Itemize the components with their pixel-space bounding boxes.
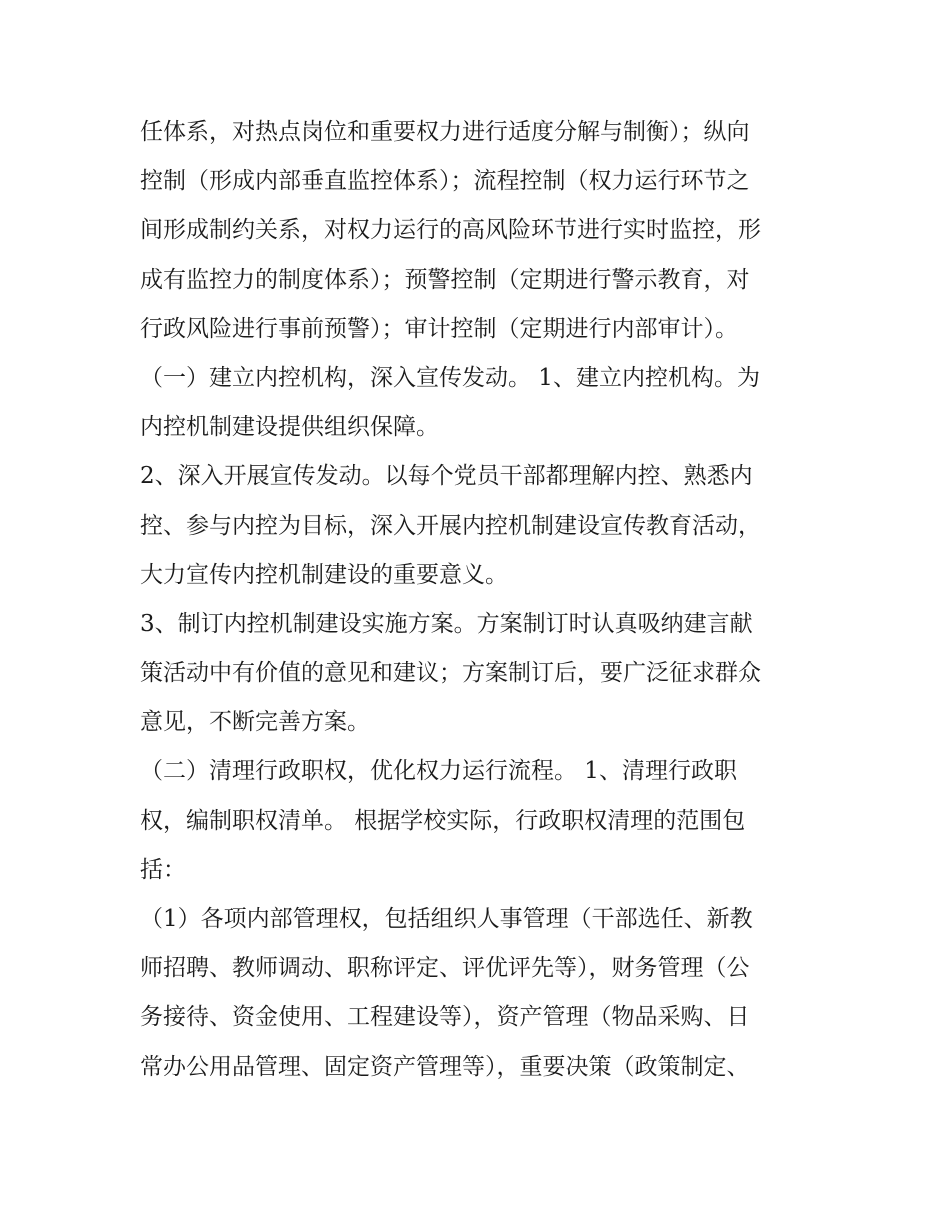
text-line: 权，编制职权清单。 根据学校实际，行政职权清理的范围包 — [140, 807, 746, 834]
text-line: 3、制订内控机制建设实施方案。方案制订时认真吸纳建言献 — [140, 610, 753, 637]
text-line: 控、参与内控为目标，深入开展内控机制建设宣传教育活动， — [140, 512, 761, 539]
text-line: 策活动中有价值的意见和建议；方案制订后，要广泛征求群众 — [140, 660, 761, 687]
text-line: 常办公用品管理、固定资产管理等），重要决策（政策制定、 — [140, 1053, 750, 1080]
text-line: 间形成制约关系，对权力运行的高风险环节进行实时监控，形 — [140, 217, 761, 244]
text-line: 任体系，对热点岗位和重要权力进行适度分解与制衡）；纵向 — [140, 119, 750, 145]
text-line: 成有监控力的制度体系）；预警控制（定期进行警示教育，对 — [140, 266, 750, 293]
text-line: 大力宣传内控机制建设的重要意义。 — [140, 561, 508, 588]
section-heading-line: （一）建立内控机构，深入宣传发动。 1、建立内控机构。为 — [140, 364, 760, 391]
text-line: 控制（形成内部垂直监控体系）；流程控制（权力运行环节之 — [140, 168, 750, 195]
text-line: 2、深入开展宣传发动。以每个党员干部都理解内控、熟悉内 — [140, 463, 753, 490]
text-line: 师招聘、教师调动、职称评定、评优评先等），财务管理（公 — [140, 955, 750, 982]
text-line: 括： — [140, 856, 186, 883]
text-line: 务接待、资金使用、工程建设等），资产管理（物品采购、日 — [140, 1004, 750, 1031]
section-heading-line: （二）清理行政职权，优化权力运行流程。 1、清理行政职 — [140, 758, 737, 785]
text-line: （1）各项内部管理权，包括组织人事管理（干部选任、新教 — [140, 906, 753, 932]
text-line: 内控机制建设提供组织保障。 — [140, 414, 439, 441]
text-line: 行政风险进行事前预警）；审计控制（定期进行内部审计）。 — [140, 315, 738, 342]
document-body — [140, 108, 820, 1092]
text-line: 意见，不断完善方案。 — [140, 709, 370, 736]
